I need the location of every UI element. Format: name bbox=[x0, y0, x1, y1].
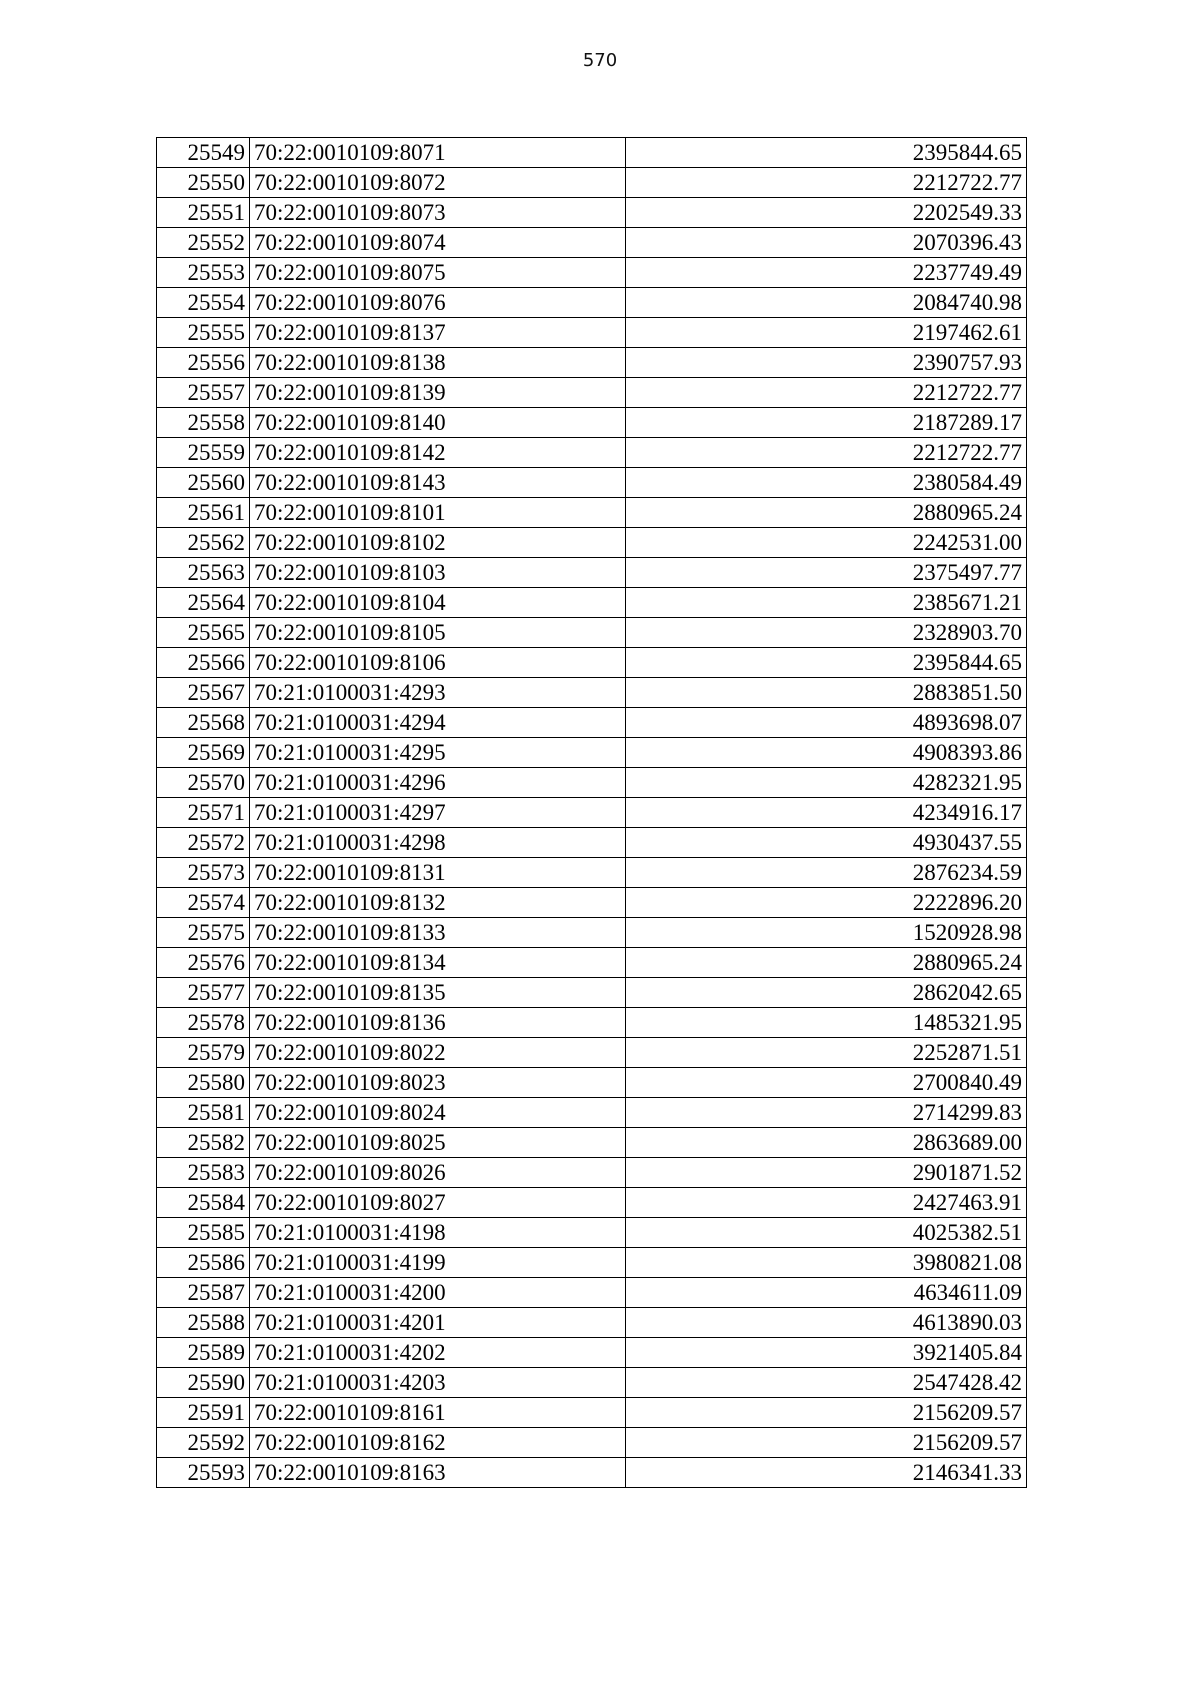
table-row bbox=[157, 858, 1027, 888]
cadastral-value-cell: 2252871.51 bbox=[626, 1038, 1027, 1068]
cadastral-number-cell: 70:22:0010109:8142 bbox=[250, 438, 626, 468]
row-number-cell: 25557 bbox=[157, 378, 250, 408]
row-number-cell: 25572 bbox=[157, 828, 250, 858]
cadastral-value-cell: 4893698.07 bbox=[626, 708, 1027, 738]
row-number-cell: 25563 bbox=[157, 558, 250, 588]
row-number-cell: 25568 bbox=[157, 708, 250, 738]
cadastral-number-cell: 70:22:0010109:8103 bbox=[250, 558, 626, 588]
cadastral-number-cell: 70:22:0010109:8132 bbox=[250, 888, 626, 918]
table-row bbox=[157, 1068, 1027, 1098]
cadastral-value-cell: 4930437.55 bbox=[626, 828, 1027, 858]
table-row bbox=[157, 1218, 1027, 1248]
row-number-cell: 25552 bbox=[157, 228, 250, 258]
table-row bbox=[157, 408, 1027, 438]
row-number-cell: 25590 bbox=[157, 1368, 250, 1398]
cadastral-value-cell: 2390757.93 bbox=[626, 348, 1027, 378]
cadastral-number-cell: 70:21:0100031:4198 bbox=[250, 1218, 626, 1248]
table-row bbox=[157, 1368, 1027, 1398]
cadastral-number-cell: 70:22:0010109:8134 bbox=[250, 948, 626, 978]
row-number-cell: 25564 bbox=[157, 588, 250, 618]
row-number-cell: 25562 bbox=[157, 528, 250, 558]
table-row bbox=[157, 948, 1027, 978]
row-number-cell: 25559 bbox=[157, 438, 250, 468]
cadastral-number-cell: 70:22:0010109:8138 bbox=[250, 348, 626, 378]
row-number-cell: 25586 bbox=[157, 1248, 250, 1278]
cadastral-number-cell: 70:22:0010109:8162 bbox=[250, 1428, 626, 1458]
table-row bbox=[157, 1038, 1027, 1068]
table-row bbox=[157, 1278, 1027, 1308]
table-row bbox=[157, 438, 1027, 468]
row-number-cell: 25582 bbox=[157, 1128, 250, 1158]
cadastral-number-cell: 70:22:0010109:8140 bbox=[250, 408, 626, 438]
cadastral-value-cell: 2197462.61 bbox=[626, 318, 1027, 348]
row-number-cell: 25566 bbox=[157, 648, 250, 678]
cadastral-number-cell: 70:21:0100031:4203 bbox=[250, 1368, 626, 1398]
table-row bbox=[157, 738, 1027, 768]
table-row bbox=[157, 918, 1027, 948]
table-row bbox=[157, 1458, 1027, 1488]
table-row bbox=[157, 828, 1027, 858]
cadastral-value-cell: 1485321.95 bbox=[626, 1008, 1027, 1038]
cadastral-number-cell: 70:21:0100031:4295 bbox=[250, 738, 626, 768]
cadastral-value-cell: 2880965.24 bbox=[626, 498, 1027, 528]
row-number-cell: 25579 bbox=[157, 1038, 250, 1068]
cadastral-value-cell: 4908393.86 bbox=[626, 738, 1027, 768]
cadastral-value-cell: 2395844.65 bbox=[626, 138, 1027, 168]
table-row bbox=[157, 618, 1027, 648]
row-number-cell: 25553 bbox=[157, 258, 250, 288]
table-row bbox=[157, 708, 1027, 738]
cadastral-number-cell: 70:22:0010109:8027 bbox=[250, 1188, 626, 1218]
cadastral-number-cell: 70:22:0010109:8102 bbox=[250, 528, 626, 558]
table-row bbox=[157, 1398, 1027, 1428]
table-row bbox=[157, 1128, 1027, 1158]
cadastral-number-cell: 70:22:0010109:8075 bbox=[250, 258, 626, 288]
cadastral-number-cell: 70:22:0010109:8104 bbox=[250, 588, 626, 618]
table-row bbox=[157, 498, 1027, 528]
cadastral-value-cell: 2328903.70 bbox=[626, 618, 1027, 648]
cadastral-number-cell: 70:22:0010109:8022 bbox=[250, 1038, 626, 1068]
cadastral-number-cell: 70:21:0100031:4298 bbox=[250, 828, 626, 858]
row-number-cell: 25583 bbox=[157, 1158, 250, 1188]
cadastral-value-table bbox=[156, 137, 1027, 1488]
cadastral-number-cell: 70:22:0010109:8139 bbox=[250, 378, 626, 408]
cadastral-value-cell: 2427463.91 bbox=[626, 1188, 1027, 1218]
cadastral-number-cell: 70:22:0010109:8076 bbox=[250, 288, 626, 318]
page-number: 570 bbox=[582, 50, 618, 71]
cadastral-number-cell: 70:22:0010109:8136 bbox=[250, 1008, 626, 1038]
table-row bbox=[157, 138, 1027, 168]
row-number-cell: 25576 bbox=[157, 948, 250, 978]
cadastral-number-cell: 70:22:0010109:8073 bbox=[250, 198, 626, 228]
row-number-cell: 25587 bbox=[157, 1278, 250, 1308]
row-number-cell: 25593 bbox=[157, 1458, 250, 1488]
cadastral-value-cell: 4025382.51 bbox=[626, 1218, 1027, 1248]
table-row bbox=[157, 528, 1027, 558]
cadastral-value-cell: 2212722.77 bbox=[626, 378, 1027, 408]
cadastral-value-cell: 2156209.57 bbox=[626, 1398, 1027, 1428]
table-row bbox=[157, 558, 1027, 588]
row-number-cell: 25591 bbox=[157, 1398, 250, 1428]
cadastral-value-cell: 2237749.49 bbox=[626, 258, 1027, 288]
cadastral-value-cell: 2146341.33 bbox=[626, 1458, 1027, 1488]
cadastral-number-cell: 70:21:0100031:4199 bbox=[250, 1248, 626, 1278]
cadastral-value-cell: 2380584.49 bbox=[626, 468, 1027, 498]
cadastral-number-cell: 70:21:0100031:4296 bbox=[250, 768, 626, 798]
row-number-cell: 25555 bbox=[157, 318, 250, 348]
cadastral-value-cell: 2901871.52 bbox=[626, 1158, 1027, 1188]
cadastral-number-cell: 70:22:0010109:8101 bbox=[250, 498, 626, 528]
cadastral-value-cell: 2863689.00 bbox=[626, 1128, 1027, 1158]
cadastral-value-cell: 2222896.20 bbox=[626, 888, 1027, 918]
cadastral-number-cell: 70:22:0010109:8074 bbox=[250, 228, 626, 258]
cadastral-number-cell: 70:22:0010109:8106 bbox=[250, 648, 626, 678]
row-number-cell: 25567 bbox=[157, 678, 250, 708]
row-number-cell: 25569 bbox=[157, 738, 250, 768]
cadastral-number-cell: 70:22:0010109:8072 bbox=[250, 168, 626, 198]
table-row bbox=[157, 198, 1027, 228]
table-row bbox=[157, 228, 1027, 258]
table-row bbox=[157, 168, 1027, 198]
cadastral-value-cell: 4634611.09 bbox=[626, 1278, 1027, 1308]
cadastral-value-cell: 2547428.42 bbox=[626, 1368, 1027, 1398]
table-row bbox=[157, 888, 1027, 918]
cadastral-number-cell: 70:21:0100031:4201 bbox=[250, 1308, 626, 1338]
cadastral-number-cell: 70:22:0010109:8161 bbox=[250, 1398, 626, 1428]
row-number-cell: 25574 bbox=[157, 888, 250, 918]
row-number-cell: 25575 bbox=[157, 918, 250, 948]
row-number-cell: 25589 bbox=[157, 1338, 250, 1368]
table-row bbox=[157, 1248, 1027, 1278]
cadastral-value-cell: 2385671.21 bbox=[626, 588, 1027, 618]
cadastral-value-cell: 1520928.98 bbox=[626, 918, 1027, 948]
table-row bbox=[157, 1428, 1027, 1458]
table-row bbox=[157, 978, 1027, 1008]
cadastral-value-cell: 2700840.49 bbox=[626, 1068, 1027, 1098]
table-row bbox=[157, 798, 1027, 828]
row-number-cell: 25556 bbox=[157, 348, 250, 378]
table-row bbox=[157, 378, 1027, 408]
row-number-cell: 25578 bbox=[157, 1008, 250, 1038]
row-number-cell: 25551 bbox=[157, 198, 250, 228]
cadastral-value-cell: 4234916.17 bbox=[626, 798, 1027, 828]
cadastral-number-cell: 70:21:0100031:4202 bbox=[250, 1338, 626, 1368]
table-row bbox=[157, 648, 1027, 678]
cadastral-value-cell: 2883851.50 bbox=[626, 678, 1027, 708]
row-number-cell: 25581 bbox=[157, 1098, 250, 1128]
row-number-cell: 25588 bbox=[157, 1308, 250, 1338]
cadastral-value-cell: 2395844.65 bbox=[626, 648, 1027, 678]
cadastral-value-cell: 4613890.03 bbox=[626, 1308, 1027, 1338]
table-body bbox=[157, 138, 1027, 1488]
cadastral-number-cell: 70:22:0010109:8071 bbox=[250, 138, 626, 168]
row-number-cell: 25549 bbox=[157, 138, 250, 168]
cadastral-number-cell: 70:22:0010109:8131 bbox=[250, 858, 626, 888]
table-row bbox=[157, 348, 1027, 378]
cadastral-value-cell: 4282321.95 bbox=[626, 768, 1027, 798]
cadastral-number-cell: 70:22:0010109:8133 bbox=[250, 918, 626, 948]
table-row bbox=[157, 288, 1027, 318]
row-number-cell: 25585 bbox=[157, 1218, 250, 1248]
cadastral-value-cell: 2070396.43 bbox=[626, 228, 1027, 258]
cadastral-number-cell: 70:22:0010109:8137 bbox=[250, 318, 626, 348]
cadastral-value-cell: 2212722.77 bbox=[626, 168, 1027, 198]
table-row bbox=[157, 1098, 1027, 1128]
cadastral-value-cell: 2880965.24 bbox=[626, 948, 1027, 978]
cadastral-number-cell: 70:22:0010109:8105 bbox=[250, 618, 626, 648]
cadastral-value-cell: 2242531.00 bbox=[626, 528, 1027, 558]
cadastral-value-cell: 2156209.57 bbox=[626, 1428, 1027, 1458]
cadastral-number-cell: 70:22:0010109:8135 bbox=[250, 978, 626, 1008]
row-number-cell: 25558 bbox=[157, 408, 250, 438]
cadastral-number-cell: 70:22:0010109:8024 bbox=[250, 1098, 626, 1128]
table-row bbox=[157, 1158, 1027, 1188]
row-number-cell: 25584 bbox=[157, 1188, 250, 1218]
cadastral-value-cell: 2212722.77 bbox=[626, 438, 1027, 468]
table-row bbox=[157, 258, 1027, 288]
cadastral-number-cell: 70:22:0010109:8023 bbox=[250, 1068, 626, 1098]
table-row bbox=[157, 1338, 1027, 1368]
cadastral-value-cell: 2375497.77 bbox=[626, 558, 1027, 588]
cadastral-value-cell: 3980821.08 bbox=[626, 1248, 1027, 1278]
row-number-cell: 25571 bbox=[157, 798, 250, 828]
table-row bbox=[157, 318, 1027, 348]
cadastral-value-cell: 2876234.59 bbox=[626, 858, 1027, 888]
cadastral-number-cell: 70:22:0010109:8026 bbox=[250, 1158, 626, 1188]
cadastral-value-cell: 2714299.83 bbox=[626, 1098, 1027, 1128]
cadastral-value-cell: 2862042.65 bbox=[626, 978, 1027, 1008]
cadastral-number-cell: 70:22:0010109:8143 bbox=[250, 468, 626, 498]
table-row bbox=[157, 768, 1027, 798]
row-number-cell: 25570 bbox=[157, 768, 250, 798]
row-number-cell: 25565 bbox=[157, 618, 250, 648]
row-number-cell: 25554 bbox=[157, 288, 250, 318]
table-row bbox=[157, 678, 1027, 708]
table-row bbox=[157, 1188, 1027, 1218]
table-row bbox=[157, 588, 1027, 618]
cadastral-number-cell: 70:21:0100031:4294 bbox=[250, 708, 626, 738]
table-row bbox=[157, 468, 1027, 498]
row-number-cell: 25560 bbox=[157, 468, 250, 498]
cadastral-number-cell: 70:21:0100031:4293 bbox=[250, 678, 626, 708]
cadastral-value-cell: 2187289.17 bbox=[626, 408, 1027, 438]
cadastral-number-cell: 70:22:0010109:8163 bbox=[250, 1458, 626, 1488]
row-number-cell: 25592 bbox=[157, 1428, 250, 1458]
row-number-cell: 25577 bbox=[157, 978, 250, 1008]
cadastral-value-cell: 3921405.84 bbox=[626, 1338, 1027, 1368]
cadastral-value-cell: 2202549.33 bbox=[626, 198, 1027, 228]
table-row bbox=[157, 1008, 1027, 1038]
cadastral-number-cell: 70:22:0010109:8025 bbox=[250, 1128, 626, 1158]
row-number-cell: 25550 bbox=[157, 168, 250, 198]
row-number-cell: 25573 bbox=[157, 858, 250, 888]
cadastral-number-cell: 70:21:0100031:4297 bbox=[250, 798, 626, 828]
row-number-cell: 25561 bbox=[157, 498, 250, 528]
cadastral-value-cell: 2084740.98 bbox=[626, 288, 1027, 318]
row-number-cell: 25580 bbox=[157, 1068, 250, 1098]
cadastral-number-cell: 70:21:0100031:4200 bbox=[250, 1278, 626, 1308]
table-row bbox=[157, 1308, 1027, 1338]
